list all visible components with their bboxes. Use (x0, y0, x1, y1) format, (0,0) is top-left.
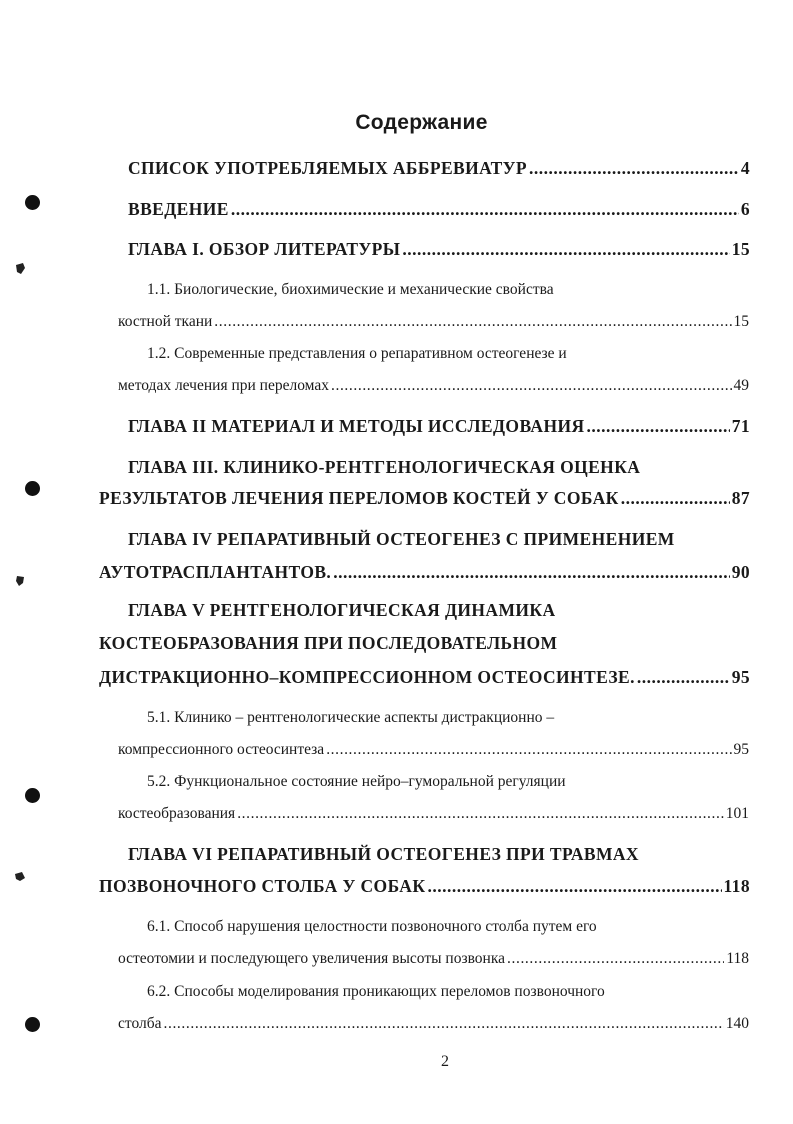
toc-page-number: 4 (740, 158, 750, 178)
toc-entry-5-2-line1: 5.2. Функциональное состояние нейро–гуморальной регуляции (147, 773, 566, 790)
toc-page-number: 118 (726, 950, 749, 967)
toc-entry-text: ВВЕДЕНИЕ (128, 199, 229, 219)
toc-entry-5-1 (118, 742, 749, 758)
binder-hole (25, 788, 40, 803)
toc-entry-6-1-line1: 6.1. Способ нарушения целостности позвоночного столба путем его (147, 918, 597, 935)
toc-entry-chapter-5-line1: ГЛАВА V РЕНТГЕНОЛОГИЧЕСКАЯ ДИНАМИКА (128, 600, 556, 620)
toc-entry-text: ПОЗВОНОЧНОГО СТОЛБА У СОБАК (99, 876, 426, 896)
dot-leader (587, 418, 730, 436)
toc-page-number: 71 (731, 416, 750, 436)
toc-entry-5-1-line1: 5.1. Клинико – рентгенологические аспекты дистракционно – (147, 709, 555, 726)
toc-entry-text: столба (118, 1015, 162, 1032)
toc-page-number: 95 (733, 741, 749, 758)
toc-entry-1-1-line1: 1.1. Биологические, биохимические и механические свойства (147, 281, 554, 298)
toc-page-number: 101 (725, 805, 749, 822)
toc-entry-chapter-2 (128, 418, 750, 436)
toc-entry-chapter-6 (99, 878, 750, 896)
toc-entry-chapter-5 (99, 669, 750, 687)
toc-page-number: 49 (733, 377, 749, 394)
toc-entry-6-1 (118, 951, 749, 967)
dot-leader (507, 951, 724, 967)
dot-leader (621, 490, 730, 508)
dot-leader (164, 1016, 724, 1032)
toc-entry-text: ДИСТРАКЦИОННО–КОМПРЕССИОННОМ ОСТЕОСИНТЕЗЕ. (99, 667, 635, 687)
toc-entry-text: остеотомии и последующего увеличения высоты позвонка (118, 950, 506, 967)
toc-entry-text: АУТОТРАСПЛАНТАНТОВ. (99, 562, 332, 582)
toc-entry-1-2 (118, 378, 749, 394)
binder-hole (25, 481, 40, 496)
toc-entry-text: костеобразования (118, 805, 236, 822)
toc-entry-chapter-4-line1: ГЛАВА IV РЕПАРАТИВНЫЙ ОСТЕОГЕНЕЗ С ПРИМЕНЕНИЕМ (128, 529, 675, 549)
staple-mark (14, 870, 26, 883)
staple-mark (14, 574, 26, 587)
dot-leader (427, 878, 721, 896)
toc-entry-text: ГЛАВА I. ОБЗОР ЛИТЕРАТУРЫ (128, 239, 401, 259)
binder-hole (25, 195, 40, 210)
toc-entry-introduction (128, 201, 750, 219)
toc-page-number: 118 (723, 876, 750, 896)
toc-entry-5-2 (118, 806, 749, 822)
toc-title: Содержание (355, 111, 488, 134)
dot-leader (333, 564, 730, 582)
toc-page-number: 140 (725, 1015, 749, 1032)
dot-leader (214, 314, 731, 330)
toc-entry-1-1 (118, 314, 749, 330)
toc-page-number: 87 (731, 488, 750, 508)
toc-entry-chapter-5-line2: КОСТЕОБРАЗОВАНИЯ ПРИ ПОСЛЕДОВАТЕЛЬНОМ (99, 633, 558, 653)
dot-leader (637, 669, 730, 687)
toc-entry-chapter-3 (99, 490, 750, 508)
toc-entry-text: костной ткани (118, 313, 213, 330)
dot-leader (529, 160, 739, 178)
toc-entry-6-2 (118, 1016, 749, 1032)
toc-page-number: 95 (731, 667, 750, 687)
toc-entry-text: ГЛАВА II МАТЕРИАЛ И МЕТОДЫ ИССЛЕДОВАНИЯ (128, 416, 585, 436)
toc-entry-text: СПИСОК УПОТРЕБЛЯЕМЫХ АББРЕВИАТУР (128, 158, 528, 178)
toc-page-number: 6 (740, 199, 750, 219)
toc-page-number: 90 (731, 562, 750, 582)
dot-leader (402, 241, 729, 259)
toc-entry-text: РЕЗУЛЬТАТОВ ЛЕЧЕНИЯ ПЕРЕЛОМОВ КОСТЕЙ У СОБАК (99, 488, 619, 508)
toc-entry-1-2-line1: 1.2. Современные представления о репаративном остеогенезе и (147, 345, 567, 362)
binder-hole (25, 1017, 40, 1032)
dot-leader (231, 201, 739, 219)
staple-mark (14, 262, 26, 275)
toc-entry-text: компрессионного остеосинтеза (118, 741, 325, 758)
toc-page-number: 15 (733, 313, 749, 330)
toc-page-number: 15 (731, 239, 750, 259)
toc-entry-chapter-4 (99, 564, 750, 582)
toc-entry-chapter-1 (128, 241, 750, 259)
toc-entry-chapter-6-line1: ГЛАВА VI РЕПАРАТИВНЫЙ ОСТЕОГЕНЕЗ ПРИ ТРАВМАХ (128, 844, 639, 864)
dot-leader (237, 806, 724, 822)
dot-leader (326, 742, 731, 758)
page-number: 2 (441, 1053, 449, 1070)
dot-leader (331, 378, 732, 394)
toc-entry-chapter-3-line1: ГЛАВА III. КЛИНИКО-РЕНТГЕНОЛОГИЧЕСКАЯ ОЦЕНКА (128, 457, 641, 477)
toc-entry-text: методах лечения при переломах (118, 377, 329, 394)
toc-entry-6-2-line1: 6.2. Способы моделирования проникающих переломов позвоночного (147, 983, 605, 1000)
toc-entry-abbreviations (128, 160, 750, 178)
